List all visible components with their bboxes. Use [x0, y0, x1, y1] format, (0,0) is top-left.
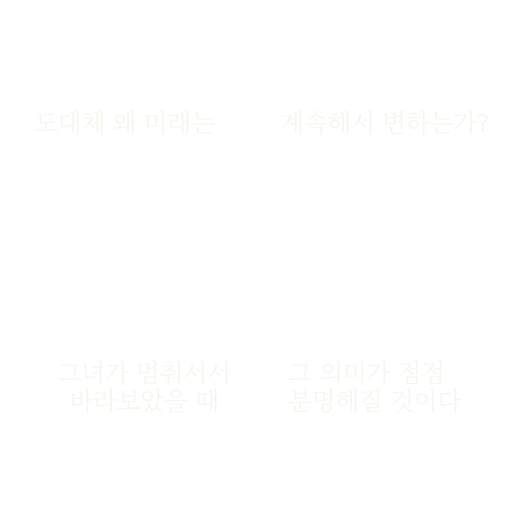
caption-top-right-text: 계속해서 변하는가? [280, 109, 490, 138]
caption-bottom-left-line1: 그녀가 멈춰서서 [57, 359, 231, 388]
caption-bottom-right-line1: 그 의미가 점점 [288, 359, 445, 388]
caption-top-right [280, 110, 490, 138]
caption-bottom-right [288, 360, 464, 416]
caption-bottom-left-line2: 바라보았을 때 [69, 387, 219, 416]
caption-bottom-right-line2: 분명해질 것이다 [288, 387, 461, 416]
caption-top-left [34, 110, 234, 138]
caption-bottom-left [56, 360, 232, 416]
caption-top-left-text: 도대체 왜 미래는 [34, 109, 215, 138]
